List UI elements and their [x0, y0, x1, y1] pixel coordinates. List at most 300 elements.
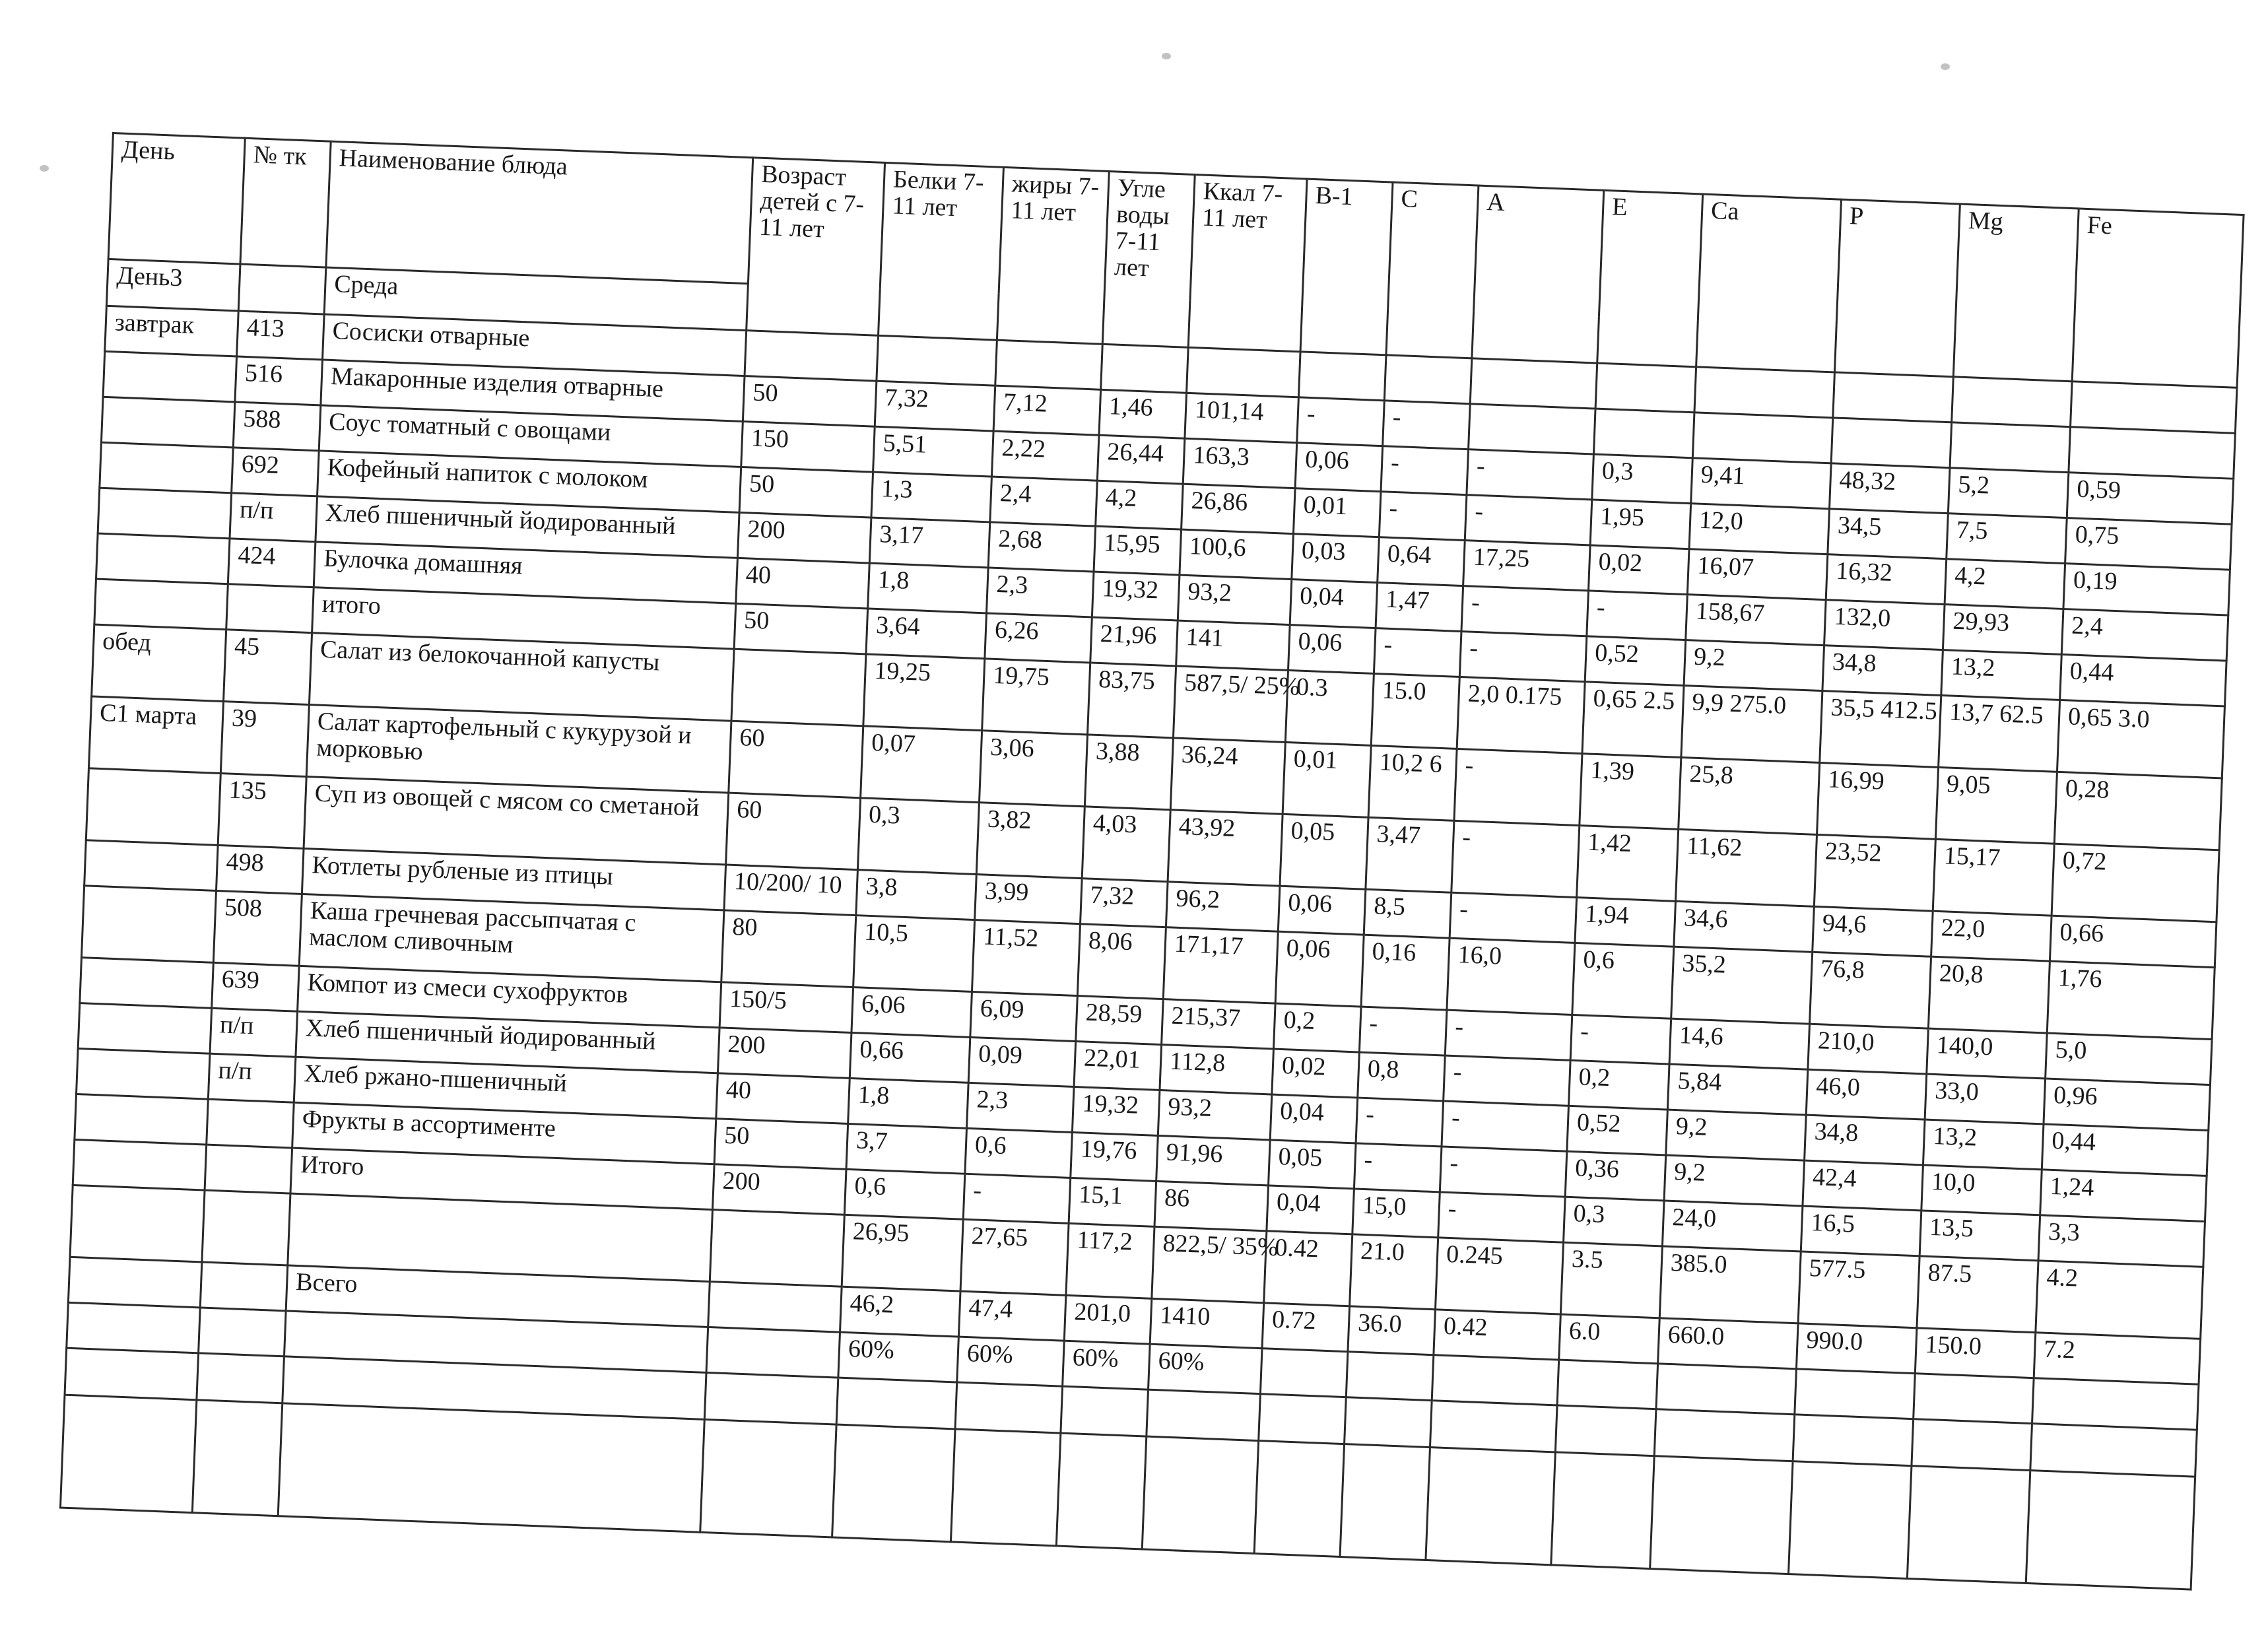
cell-protein: 1,8 [848, 1078, 969, 1128]
cell-b1: 0,04 [1267, 1186, 1354, 1234]
cell-p: 210,0 [1808, 1024, 1929, 1074]
cell-name: Хлеб пшеничный йодированный [296, 1011, 719, 1073]
cell-e: 6.0 [1559, 1314, 1660, 1364]
header-tk-blank [238, 264, 326, 314]
header-day-label: День3 [106, 259, 240, 311]
cell-day [94, 579, 228, 630]
cell-day [75, 1094, 209, 1145]
cell-a: - [1465, 495, 1592, 545]
header-mg: Mg [1953, 204, 2079, 382]
cell-ca: 34,6 [1674, 901, 1814, 952]
cell-empty [836, 1378, 957, 1429]
cell-a: - [1442, 1101, 1569, 1151]
cell-fe: 4.2 [2036, 1261, 2203, 1339]
cell-day [96, 533, 230, 584]
cell-empty [704, 1372, 838, 1424]
cell-name: Хлеб пшеничный йодированный [316, 496, 739, 558]
cell-kcal: 215,37 [1162, 999, 1276, 1049]
cell-ca: 25,8 [1679, 757, 1820, 834]
cell-b1: 0,06 [1288, 625, 1376, 674]
cell-e: 0,3 [1592, 454, 1693, 504]
cell-protein: 1,3 [871, 472, 992, 522]
header-c: С [1386, 182, 1479, 358]
cell-e: 0,2 [1568, 1060, 1669, 1110]
cell-mg [1914, 1374, 2034, 1424]
cell-fat: 6,09 [970, 991, 1078, 1041]
cell-protein: 1,8 [868, 563, 989, 613]
cell-day [70, 1185, 205, 1262]
cell-fe [2032, 1378, 2199, 1430]
cell-carb: 60% [1063, 1341, 1151, 1389]
cell-day [101, 397, 235, 448]
scan-speck [1162, 53, 1171, 59]
cell-ca: 24,0 [1662, 1201, 1802, 1252]
cell-fat: 3,82 [976, 803, 1084, 879]
cell-e: - [1587, 591, 1688, 640]
header-b1: В-1 [1300, 179, 1393, 355]
cell-b1: 0,01 [1293, 488, 1381, 537]
cell-b1: 0.72 [1262, 1303, 1350, 1352]
cell-day [67, 1302, 201, 1353]
cell-empty [951, 1429, 1060, 1546]
cell-day [80, 958, 214, 1009]
cell-day: завтрак [105, 306, 239, 356]
cell-fe: 1,24 [2040, 1170, 2207, 1222]
cell-empty [278, 1403, 704, 1532]
header-weekday: Среда [324, 267, 748, 331]
cell-kcal: 86 [1154, 1181, 1269, 1230]
menu-table [59, 132, 2245, 1591]
cell-tk: 135 [218, 774, 306, 849]
cell-protein [877, 335, 997, 385]
cell-a: - [1461, 586, 1589, 636]
cell-age: 40 [736, 558, 870, 609]
cell-age: 60 [726, 793, 861, 870]
cell-e: 1,95 [1590, 500, 1691, 549]
cell-fat: 47,4 [958, 1291, 1066, 1341]
cell-protein: 10,5 [853, 916, 975, 992]
cell-name: Сосиски отварные [322, 314, 746, 376]
cell-age: 200 [712, 1164, 846, 1215]
cell-tk: 413 [237, 311, 325, 360]
cell-carb: 26,44 [1097, 435, 1185, 484]
cell-p: 132,0 [1824, 600, 1945, 650]
cell-empty [1142, 1436, 1258, 1553]
cell-mg [1952, 377, 2073, 427]
cell-carb: 22,01 [1074, 1042, 1162, 1090]
cell-a: 17,25 [1463, 541, 1591, 591]
cell-protein: 5,51 [873, 426, 994, 477]
cell-age: 200 [737, 512, 871, 563]
cell-mg: 29,93 [1943, 605, 2063, 655]
cell-day [86, 768, 220, 846]
cell-tk [226, 584, 314, 633]
cell-empty [1147, 1389, 1261, 1440]
cell-tk: 692 [232, 448, 319, 496]
cell-empty [2026, 1471, 2195, 1589]
cell-day [100, 442, 234, 493]
cell-ca: 14,6 [1669, 1019, 1809, 1069]
cell-kcal: 822,5/ 35% [1152, 1226, 1267, 1302]
cell-name: Итого [290, 1148, 714, 1210]
cell-empty [1789, 1461, 1912, 1579]
cell-kcal: 1410 [1150, 1298, 1264, 1348]
cell-protein: 3,64 [866, 609, 987, 659]
cell-mg: 87.5 [1917, 1256, 2038, 1333]
cell-p: 16,32 [1826, 554, 1947, 605]
cell-empty [65, 1348, 199, 1400]
cell-p [1831, 418, 1952, 468]
cell-a: - [1438, 1192, 1566, 1242]
cell-ca: 9,2 [1684, 640, 1824, 691]
cell-c: 36.0 [1348, 1306, 1436, 1355]
cell-ca: 35,2 [1671, 947, 1813, 1024]
cell-b1 [1260, 1349, 1348, 1397]
header-tk: № тк [240, 138, 331, 267]
cell-empty [955, 1382, 1063, 1433]
cell-c: - [1383, 401, 1471, 450]
cell-protein: 0,07 [861, 726, 982, 803]
cell-name: Салат картофельный с кукурузой и морковью [306, 705, 731, 793]
cell-fe [2071, 382, 2237, 434]
cell-fat: 27,65 [960, 1219, 1069, 1295]
cell-e: 0,6 [1572, 943, 1674, 1019]
cell-tk: п/п [208, 1053, 296, 1102]
cell-mg: 7,5 [1947, 514, 2067, 564]
cell-day [103, 351, 237, 402]
cell-c: 8,5 [1364, 889, 1451, 938]
cell-b1: 0,02 [1272, 1049, 1360, 1098]
cell-day: С1 марта [88, 696, 223, 774]
cell-c: - [1354, 1143, 1442, 1192]
cell-name: Соус томатный с овощами [319, 405, 743, 467]
cell-mg: 15,17 [1933, 839, 2054, 916]
cell-a: - [1451, 820, 1580, 897]
cell-b1: 0,03 [1292, 534, 1380, 583]
cell-empty [1340, 1444, 1430, 1560]
cell-carb: 4,03 [1082, 807, 1170, 882]
cell-name: Суп из овощей с мясом со сметаной [304, 777, 729, 865]
cell-age: 200 [717, 1028, 851, 1079]
cell-b1: 0,04 [1270, 1094, 1358, 1143]
cell-tk: 424 [228, 539, 316, 587]
scan-speck [1941, 63, 1950, 70]
cell-kcal: 93,2 [1158, 1090, 1272, 1139]
cell-b1: - [1297, 397, 1385, 446]
cell-c: 3,47 [1366, 817, 1454, 892]
cell-age: 50 [739, 467, 873, 518]
cell-c [1346, 1352, 1434, 1401]
cell-c: - [1374, 628, 1461, 677]
cell-protein: 7,32 [875, 381, 995, 431]
cell-kcal [1187, 347, 1301, 397]
header-e: Е [1597, 190, 1703, 367]
cell-kcal: 96,2 [1166, 882, 1280, 931]
cell-protein: 0,6 [844, 1169, 965, 1219]
cell-c: - [1356, 1098, 1444, 1147]
cell-ca: 9,2 [1666, 1110, 1806, 1160]
cell-fe: 3,3 [2038, 1215, 2205, 1267]
cell-kcal: 112,8 [1160, 1045, 1274, 1094]
cell-p [1795, 1369, 1916, 1419]
cell-name: итого [312, 587, 736, 650]
cell-fe: 0,44 [2060, 654, 2226, 706]
cell-empty [700, 1419, 836, 1537]
cell-carb: 1,46 [1099, 389, 1187, 438]
cell-protein: 3,17 [869, 518, 990, 568]
cell-a: - [1454, 749, 1582, 825]
cell-fat: 3,99 [975, 875, 1083, 924]
cell-e: 1,94 [1575, 898, 1676, 947]
cell-carb: 19,32 [1072, 1086, 1160, 1135]
cell-mg: 13,2 [1941, 650, 2062, 700]
cell-fat: 0,09 [968, 1037, 1076, 1086]
cell-protein: 6,06 [851, 987, 972, 1038]
cell-protein: 60% [838, 1332, 959, 1382]
cell-ca: 5,84 [1667, 1064, 1807, 1115]
cell-b1: 0,06 [1275, 931, 1364, 1007]
cell-age: 40 [716, 1073, 850, 1124]
cell-name: Хлеб ржано-пшеничный [294, 1057, 717, 1119]
header-protein: Белки 7-11 лет [879, 162, 1004, 340]
cell-e: 0,02 [1588, 545, 1689, 595]
cell-empty [1345, 1397, 1432, 1448]
cell-tk [202, 1190, 290, 1265]
header-kcal: Ккал 7-11 лет [1188, 175, 1307, 352]
cell-ca: 385.0 [1659, 1246, 1801, 1323]
cell-empty [197, 1353, 284, 1403]
cell-ca: 660.0 [1658, 1318, 1798, 1369]
cell-a: 16,0 [1447, 938, 1575, 1015]
cell-empty [1426, 1448, 1555, 1565]
header-fe: Fe [2072, 209, 2244, 387]
cell-age [745, 331, 879, 382]
cell-carb: 21,96 [1090, 617, 1178, 666]
cell-tk: 639 [212, 962, 300, 1011]
cell-mg: 13,7 62.5 [1939, 695, 2060, 772]
cell-mg: 20,8 [1928, 956, 2050, 1033]
cell-c: - [1359, 1007, 1447, 1055]
cell-fe: 0,28 [2054, 772, 2222, 850]
cell-age [708, 1282, 842, 1333]
cell-carb: 8,06 [1077, 924, 1166, 999]
cell-fe: 0,65 3.0 [2057, 700, 2224, 778]
cell-empty [1259, 1394, 1347, 1444]
header-name: Наименование блюда [326, 141, 753, 283]
cell-tk: 45 [224, 630, 312, 705]
cell-fat: 11,52 [972, 920, 1080, 996]
cell-day [78, 1003, 212, 1054]
cell-kcal: 101,14 [1185, 393, 1299, 442]
cell-day [84, 840, 218, 891]
cell-fat [995, 340, 1103, 389]
cell-e: 0,52 [1585, 636, 1686, 686]
cell-e: 0,65 2.5 [1582, 682, 1684, 758]
cell-c: 1,47 [1376, 583, 1463, 632]
header-p: Р [1834, 199, 1960, 377]
cell-fe: 0,19 [2063, 564, 2230, 616]
cell-c: 15,0 [1352, 1189, 1440, 1238]
cell-fat: 3,06 [979, 731, 1087, 807]
cell-ca: 12,0 [1689, 504, 1829, 554]
header-age: Возраст детей с 7-11 лет [747, 158, 885, 335]
cell-p: 34,8 [1805, 1115, 1925, 1165]
cell-c: - [1379, 492, 1467, 541]
cell-p: 23,52 [1814, 834, 1935, 911]
cell-carb: 15,1 [1069, 1178, 1156, 1226]
cell-mg: 9,05 [1935, 767, 2057, 844]
cell-carb: 201,0 [1064, 1295, 1152, 1344]
cell-e: 1,39 [1580, 754, 1681, 830]
header-ca: Са [1696, 194, 1842, 372]
cell-ca [1694, 367, 1834, 418]
cell-carb: 7,32 [1081, 879, 1168, 927]
cell-name: Всего [286, 1265, 710, 1327]
cell-p: 577.5 [1798, 1252, 1919, 1328]
cell-fe: 0,59 [2067, 473, 2233, 525]
cell-fat: 2,3 [986, 568, 1094, 617]
cell-e: 3.5 [1560, 1242, 1662, 1318]
cell-a: - [1467, 450, 1594, 500]
cell-e [1595, 363, 1696, 413]
cell-tk: 516 [235, 356, 323, 405]
cell-fat: 60% [957, 1337, 1065, 1386]
cell-protein: 0,66 [850, 1032, 970, 1083]
cell-kcal: 43,92 [1168, 810, 1283, 886]
cell-name: Компот из смеси сухофруктов [298, 966, 721, 1028]
cell-b1 [1298, 352, 1386, 401]
cell-fe: 0,96 [2044, 1079, 2210, 1131]
cell-b1: 0,01 [1283, 742, 1371, 817]
cell-mg: 13,2 [1923, 1119, 2044, 1170]
cell-mg: 22,0 [1931, 911, 2052, 961]
cell-carb: 28,59 [1076, 996, 1164, 1045]
cell-name: Каша гречневая рассыпчатая с маслом сливочным [299, 894, 724, 982]
cell-tk: п/п [210, 1008, 298, 1057]
cell-fat: 0,6 [965, 1128, 1073, 1178]
header-fat: жиры 7-11 лет [997, 167, 1109, 344]
cell-tk: 508 [213, 890, 302, 966]
cell-mg: 13,5 [1919, 1211, 2040, 1261]
cell-age: 10/200/ 10 [724, 865, 858, 916]
menu-body [60, 306, 2237, 1589]
cell-b1: 0.3 [1285, 670, 1374, 745]
cell-carb: 117,2 [1066, 1223, 1154, 1298]
cell-fe: 7.2 [2034, 1333, 2200, 1385]
cell-kcal: 141 [1176, 620, 1290, 670]
cell-p: 76,8 [1810, 952, 1931, 1028]
cell-day [73, 1139, 207, 1190]
cell-name: Котлеты рубленые из птицы [302, 848, 725, 910]
cell-b1: 0,04 [1290, 580, 1378, 628]
cell-fe: 0,72 [2051, 844, 2219, 922]
cell-fat: 2,3 [967, 1083, 1075, 1132]
cell-c: 15.0 [1371, 673, 1459, 749]
cell-tk: 588 [233, 402, 321, 451]
cell-ca [1692, 413, 1832, 463]
cell-e: - [1570, 1015, 1671, 1064]
cell-fat: 2,22 [991, 431, 1099, 481]
cell-age [710, 1210, 844, 1287]
cell-c: - [1381, 446, 1469, 495]
cell-fe: 2,4 [2061, 609, 2228, 661]
header-carb: Угле воды 7-11 лет [1102, 172, 1195, 348]
cell-name: Макаронные изделия отварные [321, 360, 745, 422]
cell-p [1833, 372, 1954, 422]
cell-empty [1551, 1452, 1654, 1569]
cell-kcal: 93,2 [1178, 575, 1292, 624]
cell-a: 2,0 0.175 [1457, 677, 1585, 753]
cell-b1: 0,06 [1278, 886, 1366, 935]
cell-fat: 2,68 [988, 522, 1096, 572]
cell-protein: 3,7 [846, 1123, 967, 1174]
cell-protein: 19,25 [863, 654, 985, 731]
cell-day [81, 886, 216, 963]
cell-p: 48,32 [1830, 463, 1951, 514]
cell-ca: 9,9 275.0 [1681, 686, 1822, 763]
cell-e: 1,42 [1577, 826, 1679, 902]
cell-c: 0,16 [1361, 935, 1450, 1010]
cell-protein: 46,2 [840, 1286, 961, 1337]
cell-day: обед [92, 624, 226, 702]
cell-empty [1430, 1401, 1557, 1452]
cell-e: 0,36 [1565, 1151, 1666, 1201]
cell-p: 16,5 [1801, 1206, 1921, 1256]
cell-a [1469, 404, 1596, 454]
cell-day [77, 1049, 211, 1100]
cell-p: 35,5 412.5 [1820, 691, 1941, 768]
cell-c: 0,8 [1358, 1052, 1446, 1101]
cell-tk [199, 1308, 286, 1356]
cell-tk: п/п [230, 493, 317, 542]
cell-b1: 0,05 [1269, 1140, 1356, 1189]
cell-a: - [1440, 1147, 1567, 1197]
cell-protein: 3,8 [856, 870, 977, 920]
cell-fat: 6,26 [985, 613, 1092, 663]
cell-p: 990.0 [1796, 1323, 1917, 1374]
header-day: День [108, 133, 245, 265]
cell-e [1593, 409, 1694, 458]
cell-carb: 15,95 [1094, 526, 1182, 575]
cell-p: 94,6 [1813, 906, 1933, 956]
cell-empty [1907, 1466, 2030, 1584]
cell-fat: 7,12 [993, 385, 1101, 435]
cell-empty [1555, 1405, 1656, 1456]
cell-c: 10,2 6 [1368, 745, 1457, 820]
cell-a: - [1459, 632, 1587, 682]
cell-p: 46,0 [1806, 1069, 1927, 1119]
cell-ca: 9,2 [1664, 1155, 1804, 1206]
cell-empty [1061, 1386, 1149, 1436]
cell-empty [1056, 1433, 1146, 1549]
cell-age: 50 [734, 603, 868, 654]
cell-age: 50 [714, 1119, 848, 1170]
cell-fe: 0,66 [2050, 916, 2216, 968]
cell-fat: 19,75 [982, 659, 1090, 735]
cell-p: 42,4 [1803, 1160, 1923, 1211]
cell-e: 0,52 [1567, 1106, 1668, 1155]
header-a: А [1472, 185, 1604, 363]
cell-age [731, 649, 866, 726]
cell-a [1470, 358, 1597, 409]
cell-age [706, 1327, 840, 1378]
cell-p: 16,99 [1817, 763, 1939, 840]
cell-empty [1654, 1409, 1795, 1461]
cell-ca: 16,07 [1687, 549, 1827, 600]
cell-age: 150 [741, 421, 875, 472]
cell-kcal: 91,96 [1156, 1135, 1271, 1185]
cell-empty [2030, 1424, 2197, 1477]
